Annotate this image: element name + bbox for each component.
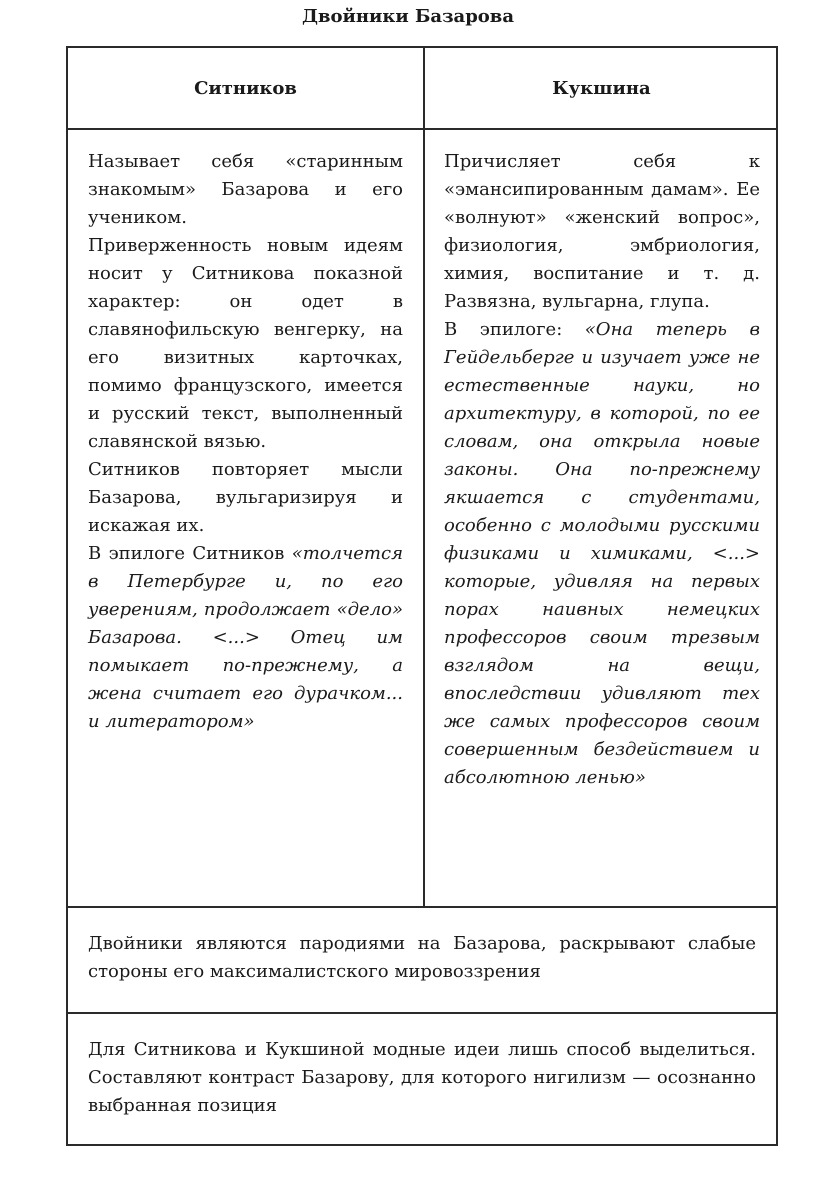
header-kukshina: Кукшина (552, 77, 651, 99)
comparison-table (66, 46, 778, 1146)
kukshina-paragraph-2 (444, 316, 760, 792)
conclusion-contrast: Для Ситникова и Кукшиной модные идеи лишь способ выделиться. Составляют контраст Базарову, для которого нигилизм — осознанно выбранная позиция (88, 1039, 756, 1116)
sitnikov-description (88, 148, 403, 736)
kukshina-paragraph-1: Причисляет себя к «эмансипированным дамам». Ее «волнуют» «женский вопрос», физиология, эмбриология, химия, воспитание и т. д. Развязна, вульгарна, глупа. (444, 151, 760, 312)
sitnikov-paragraph-3: Ситников повторяет мысли Базарова, вульгаризируя и искажая их. (88, 459, 403, 536)
kukshina-epilogue-quote: «Она теперь в Гейдельберге и изучает уже не естественные науки, но архитектуру, в которой, по ее словам, она открыла новые законы. Она по-прежнему якшается с студентами, особенно с молодыми русскими физиками и химиками, <...> которые, удивляя на первых порах наивных немецких профессоров своим трезвым взглядом на вещи, впоследствии удивляют тех же самых профессоров своим совершенным бездействием и абсолютною ленью» (444, 319, 760, 788)
sitnikov-epilogue-lead: В эпилоге Ситников (88, 543, 292, 564)
header-sitnikov: Ситников (194, 77, 297, 99)
header-divider (68, 128, 776, 130)
conclusion-divider (68, 1012, 776, 1014)
table-title: Двойники Базарова (302, 6, 514, 27)
kukshina-epilogue-lead: В эпилоге: (444, 319, 585, 340)
column-divider (423, 48, 425, 906)
sitnikov-paragraph-2: Приверженность новым идеям носит у Ситникова показной характер: он одет в славянофильскую венгерку, на его визитных карточках, помимо французского, имеется и русский текст, выполненный славянской вязью. (88, 235, 403, 452)
conclusion-parody: Двойники являются пародиями на Базарова, раскрывают слабые стороны его максималистского мировоззрения (88, 933, 756, 982)
sitnikov-paragraph-4 (88, 540, 403, 736)
sitnikov-paragraph-1: Называет себя «старинным знакомым» Базарова и его учеником. (88, 151, 403, 228)
kukshina-description (444, 148, 760, 792)
body-divider (68, 906, 776, 908)
sitnikov-epilogue-quote: «толчется в Петербурге и, по его уверениям, продолжает «дело» Базарова. <...> Отец им помыкает по-прежнему, а жена считает его дурачком... и литератором» (88, 543, 403, 732)
